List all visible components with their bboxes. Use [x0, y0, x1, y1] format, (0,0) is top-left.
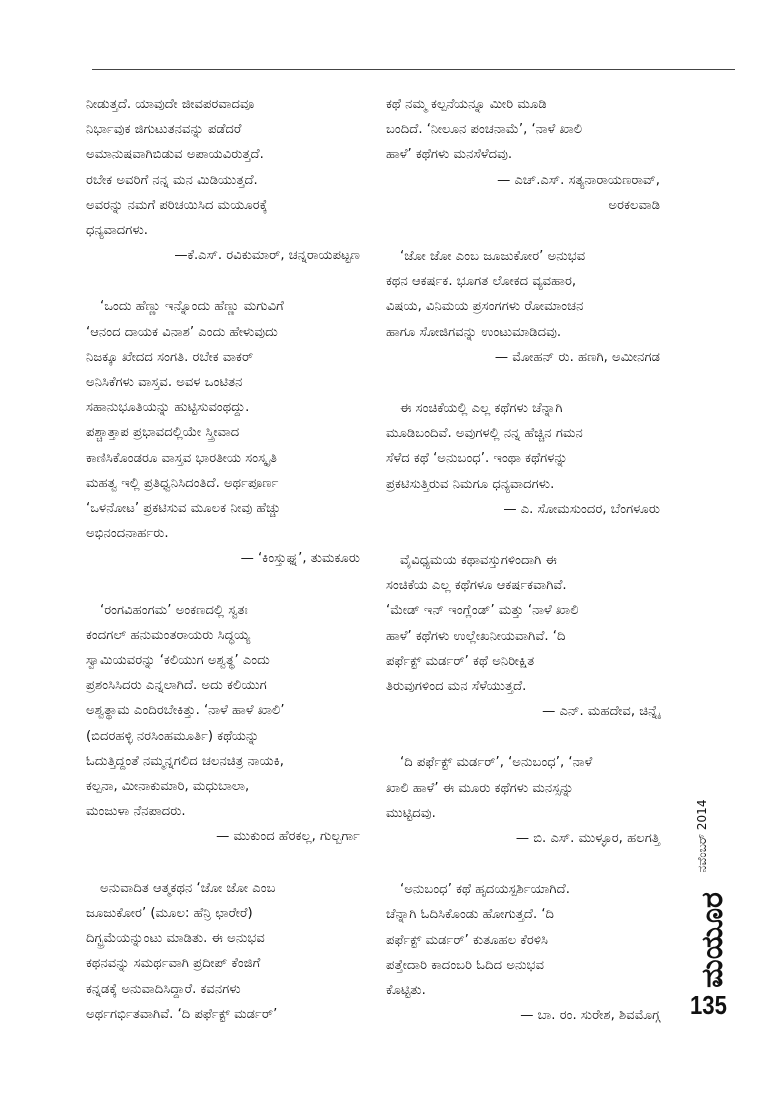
text-line: ಕಲ್ಪನಾ, ಮೀನಾಕುಮಾರಿ, ಮಧುಬಾಲಾ, [86, 779, 250, 795]
spacer [386, 522, 662, 548]
text-line: ಕಥೆ ನಮ್ಮ ಕಲ್ಪನೆಯನ್ನೂ ಮೀರಿ ಮೂಡಿ [386, 97, 547, 112]
text-line: ಪರ್ಫೆಕ್ಟ್ ಮರ್ಡರ್’ ಕಥೆ ಅನಿರೀಕ್ಷಿತ [386, 653, 535, 669]
text-line: ರಬೇಕ ಅವರಿಗೆ ನನ್ನ ಮನ ಮಿಡಿಯುತ್ತದೆ. [86, 172, 258, 188]
letter [86, 876, 362, 1027]
text-line: ಓದುತ್ತಿದ್ದಂತೆ ನಮ್ಮನ್ನಗಲಿದ ಚಲನಚಿತ್ರ ನಾಯಕಿ, [86, 753, 284, 769]
letter-signature: —ಕೆ.ಎಸ್. ರವಿಕುಮಾರ್, ಚನ್ನರಾಯಪಟ್ಟಣ [174, 248, 360, 264]
letter-signature-place: ಅರಕಲವಾಡಿ [608, 197, 660, 213]
top-rule [92, 69, 735, 70]
text-line: ಧನ್ಯವಾದಗಳು. [86, 223, 148, 239]
spacer [386, 724, 662, 750]
letter [386, 396, 662, 522]
text-line: ಮೂಡಿಬಂದಿವೆ. ಅವುಗಳಲ್ಲಿ ನನ್ನ ಹೆಚ್ಚಿನ ಗಮನ [386, 426, 583, 442]
text-line: ಕಥನ ಆಕರ್ಷಕ. ಭೂಗತ ಲೋಕದ ವ್ಯವಹಾರ, [386, 274, 577, 290]
text-line: ಹಾಗೂ ಸೋಜಿಗವನ್ನು ಉಂಟುಮಾಡಿದವು. [386, 324, 562, 340]
text-line: ನಿಜಕ್ಕೂ ಖೇದದ ಸಂಗತಿ. ರಬೇಕ ವಾಕರ್ [86, 349, 254, 365]
text-line: ಪರ್ಫೆಕ್ಟ್ ಮರ್ಡರ್’ ಕುತೂಹಲ ಕೆರಳಿಸಿ [386, 932, 549, 948]
text-line: ಕಾಣಿಸಿಕೊಂಡರೂ ವಾಸ್ತವ ಭಾರತೀಯ ಸಂಸ್ಕೃತಿ [86, 450, 277, 466]
text-line: ‘ಆನಂದ ದಾಯಕ ವಿನಾಶ’ ಎಂದು ಹೇಳುವುದು [86, 324, 278, 340]
letter-signature: — ಮೋಹನ್ ರು. ಹಣಗಿ, ಅಮೀನಗಡ [494, 349, 660, 365]
text-line: ಅಶ್ವತ್ಥಾಮ ಎಂದಿರಬೇಕಿತ್ತು. ‘ನಾಳೆ ಹಾಳೆ ಖಾಲಿ’ [86, 703, 285, 719]
letter [386, 92, 662, 218]
text-line: ‘ಮೇಡ್ ಇನ್ ಇಂಗ್ಲೆಂಡ್’ ಮತ್ತು ‘ನಾಳೆ ಖಾಲಿ [386, 603, 579, 619]
letter-signature: — ‘ಕಿಂಸ್ತುಘ್ನ’, ತುಮಕೂರು [240, 551, 360, 567]
text-line: ‘ದಿ ಪರ್ಫೆಕ್ಟ್ ಮರ್ಡರ್’, ‘ಅನುಬಂಧ’, ‘ನಾಳೆ [400, 755, 593, 771]
issue-date: ನವೆಂಬರ್ 2014 [695, 799, 709, 873]
text-line: ಪತ್ತೇದಾರಿ ಕಾದಂಬರಿ ಓದಿದ ಅನುಭವ [386, 957, 545, 973]
text-line: (ಬಿದರಹಳ್ಳಿ ನರಸಿಂಹಮೂರ್ತಿ) ಕಥೆಯನ್ನು [86, 728, 260, 744]
text-line: ಈ ಸಂಚಿಕೆಯಲ್ಲಿ ಎಲ್ಲ ಕಥೆಗಳು ಚೆನ್ನಾಗಿ [400, 401, 563, 417]
letter-signature: — ಮುಕುಂದ ಹೆರಕಲ್ಲ, ಗುಲ್ಬರ್ಗಾ [216, 829, 360, 845]
letter-signature: — ಎ. ಸೋಮಸುಂದರ, ಬೆಂಗಳೂರು [503, 501, 660, 517]
letter-signature: — ಎನ್. ಮಹದೇವ, ಚಿನ್ನೈ [542, 704, 660, 720]
spacer [386, 370, 662, 396]
text-line: ‘ರಂಗವಿಹಂಗಮ’ ಅಂಕಣದಲ್ಲಿ ಸ್ವತಃ [100, 602, 248, 618]
text-line: ನಿರ್ಭಾವುಕ ಜಿಗುಟುತನವನ್ನು ಪಡೆದರೆ [86, 122, 242, 138]
letter [86, 598, 362, 850]
text-line: ಪ್ರಶಂಸಿಸಿದರು ಎನ್ನಲಾಗಿದೆ. ಅದು ಕಲಿಯುಗ [86, 678, 267, 694]
text-line: ನೀಡುತ್ತದೆ. ಯಾವುದೇ ಜೀವಪರವಾದವೂ [86, 97, 255, 112]
text-line: ಅಮಾನುಷವಾಗಿಬಿಡುವ ಅಪಾಯವಿರುತ್ತದೆ. [86, 147, 264, 163]
text-line: ಜೂಜುಕೋರ’ (ಮೂಲ: ಹೆನ್ರಿ ಛಾರೇರೆ) [86, 905, 253, 921]
text-line: ಸೆಳೆದ ಕಥೆ ‘ಅನುಬಂಧ’. ಇಂಥಾ ಕಥೆಗಳನ್ನು [386, 451, 568, 467]
text-line: ಹಾಳೆ’ ಕಥೆಗಳು ಉಲ್ಲೇಖನೀಯವಾಗಿವೆ. ‘ದಿ [386, 628, 566, 644]
text-line: ಕನ್ನಡಕ್ಕೆ ಅನುವಾದಿಸಿದ್ದಾರೆ. ಕವನಗಳು [86, 981, 241, 997]
text-line: ಸ್ವಾಮಿಯವರನ್ನು ‘ಕಲಿಯುಗ ಅಶ್ವತ್ಥ’ ಎಂದು [86, 653, 270, 669]
text-line: ಪ್ರಕಟಿಸುತ್ತಿರುವ ನಿಮಗೂ ಧನ್ಯವಾದಗಳು. [386, 476, 555, 492]
text-line: ಮಂಜುಳಾ ನೆನಪಾದರು. [86, 804, 186, 820]
text-line: ಹಾಳೆ’ ಕಥೆಗಳು ಮನಸೆಳೆದವು. [386, 147, 513, 163]
text-line: ಸಹಾನುಭೂತಿಯನ್ನು ಹುಟ್ಟಿಸುವಂಥದ್ದು. [86, 400, 250, 416]
text-line: ವಿಷಯ, ವಿನಿಮಯ ಪ್ರಸಂಗಗಳು ರೋಮಾಂಚನ [386, 299, 584, 315]
letter [86, 92, 362, 268]
text-line: ಮುಟ್ಟಿದವು. [386, 805, 436, 821]
text-line: ‘ಒಳನೋಟ’ ಪ್ರಕಟಿಸುವ ಮೂಲಕ ನೀವು ಹೆಚ್ಚು [86, 501, 281, 517]
left-column [86, 92, 362, 1027]
text-line: ‘ಒಂದು ಹೆಣ್ಣು ಇನ್ನೊಂದು ಹೆಣ್ಣು ಮಗುವಿಗೆ [100, 299, 284, 315]
letter-signature: — ಎಚ್.ಎಸ್. ಸತ್ಯನಾರಾಯಣರಾವ್, [497, 172, 660, 188]
letter [386, 244, 662, 370]
letter-signature: — ಬಾ. ರಂ. ಸುರೇಶ, ಶಿವಮೊಗ್ಗ [520, 1008, 660, 1024]
text-line: ಪಶ್ಚಾತ್ತಾಪ ಪ್ರಭಾವದಲ್ಲಿಯೇ ಸ್ತ್ರೀವಾದ [86, 425, 240, 441]
spacer [386, 218, 662, 244]
text-line: ಚೆನ್ನಾಗಿ ಓದಿಸಿಕೊಂಡು ಹೋಗುತ್ತದೆ. ‘ದಿ [386, 907, 555, 923]
letter [386, 877, 662, 1028]
text-line: ಮಹತ್ವ ಇಲ್ಲಿ ಪ್ರತಿಧ್ವನಿಸಿದಂತಿದೆ. ಅರ್ಥಪೂರ್ಣ [86, 475, 279, 491]
text-line: ಅವರನ್ನು ನಮಗೆ ಪರಿಚಯಿಸಿದ ಮಯೂರಕ್ಕೆ [86, 197, 268, 213]
spacer [86, 268, 362, 294]
text-line: ವೈವಿಧ್ಯಮಯ ಕಥಾವಸ್ತುಗಳಿಂದಾಗಿ ಈ [400, 553, 557, 569]
magazine-sidebar [686, 770, 736, 1005]
text-line: ಕೊಟ್ಟಿತು. [386, 983, 426, 999]
text-line: ಅರ್ಥಗರ್ಭಿತವಾಗಿವೆ. ‘ದಿ ಪರ್ಫೆಕ್ಟ್ ಮರ್ಡರ್’ [86, 1006, 278, 1022]
text-line: ಕಂದಗಲ್ ಹನುಮಂತರಾಯರು ಸಿದ್ಧಯ್ಯ [86, 627, 251, 643]
text-line: ‘ಅನುಬಂಧ’ ಕಥೆ ಹೃದಯಸ್ಪರ್ಶಿಯಾಗಿದೆ. [400, 882, 570, 898]
letter [86, 294, 362, 571]
letter [386, 750, 662, 851]
text-line: ಅನಿಸಿಕೆಗಳು ವಾಸ್ತವ. ಅವಳ ಒಂಟಿತನ [86, 375, 243, 391]
letter [386, 548, 662, 724]
text-line: ಅಭಿನಂದನಾರ್ಹರು. [86, 526, 169, 542]
text-line: ‘ಜೋ ಜೋ ಎಂಬ ಜೂಜುಕೋರ’ ಅನುಭವ [400, 249, 586, 265]
magazine-name-logo: ಮಯೂರ [695, 892, 730, 988]
text-line: ಖಾಲಿ ಹಾಳೆ’ ಈ ಮೂರು ಕಥೆಗಳು ಮನಸ್ಸನ್ನು [386, 780, 574, 796]
spacer [86, 850, 362, 876]
text-line: ದಿಗ್ಭ್ರಮೆಯನ್ನುಂಟು ಮಾಡಿತು. ಈ ಅನುಭವ [86, 931, 265, 947]
text-line: ಬಂದಿದೆ. ‘ನೀಲೂನ ಪಂಚನಾಮೆ’, ‘ನಾಳೆ ಖಾಲಿ [386, 122, 583, 138]
text-line: ಕಥನವನ್ನು ಸಮರ್ಥವಾಗಿ ಪ್ರದೀಪ್ ಕೆಂಜಿಗೆ [86, 956, 261, 972]
page-number: 135 [690, 990, 727, 1020]
text-line: ಸಂಚಿಕೆಯ ಎಲ್ಲ ಕಥೆಗಳೂ ಆಕರ್ಷಕವಾಗಿವೆ. [386, 578, 567, 594]
text-line: ಅನುವಾದಿತ ಆತ್ಮಕಥನ ‘ಜೋ ಜೋ ಎಂಬ [100, 880, 276, 896]
letter-signature: — ಬಿ. ಎಸ್. ಮುಳ್ಳೂರ, ಹಲಗತ್ತಿ [515, 831, 660, 847]
spacer [86, 572, 362, 598]
right-column [386, 92, 662, 1029]
spacer [386, 851, 662, 877]
text-line: ತಿರುವುಗಳಿಂದ ಮನ ಸೆಳೆಯುತ್ತದೆ. [386, 679, 527, 695]
